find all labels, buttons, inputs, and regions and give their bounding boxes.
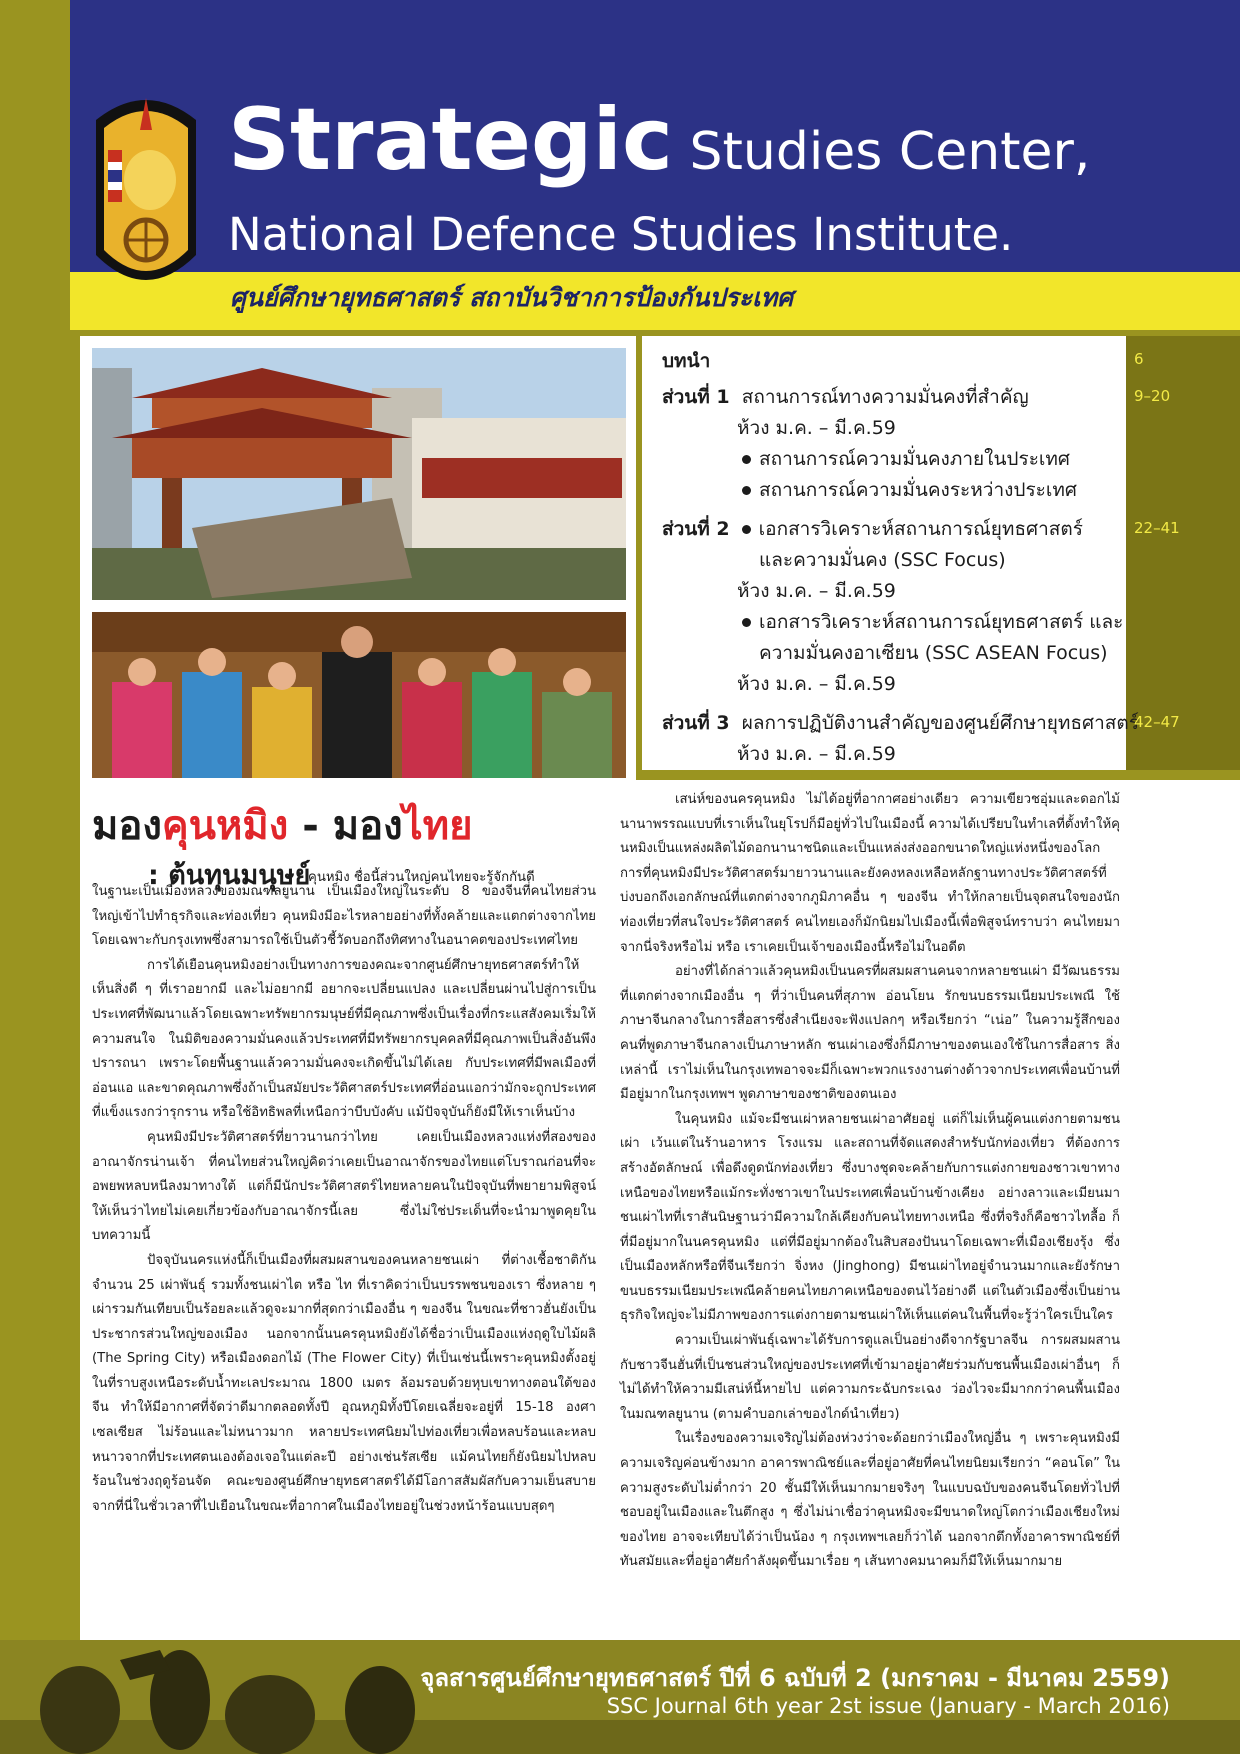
paragraph: คุนหมิงมีประวัติศาสตร์ที่ยาวนานกว่าไทย เคยเป็นเมืองหลวงแห่งที่สองของอาณาจักรน่านเจ้า ที่คนไทยส่วนใหญ่คิดว่าเคยเป็นอาณาจักรของไทยแต่โบราณก่อนที่จะอพยพหลบหนีลงมาทางใต้ แต่ก็มีนักประวัติศาสตร์ไทยหลายคนในปัจจุบันที่พยายามพิสูจน์ให้เห็นว่าไทยไม่เคยเกี่ยวข้องกับอาณาจักรนี้เลย ซึ่งไม่ใช่ประเด็นที่จะนำมาพูดคุยในบทความนี้ [92, 1129, 596, 1244]
kunming-gate-photo [92, 348, 626, 600]
toc-part3-page: 42–47 [1134, 713, 1180, 731]
article-column-right [620, 788, 1120, 1575]
article-first-line: คุนหมิง ชื่อนี้ส่วนใหญ่คนไทยจะรู้จักกันดี [308, 870, 535, 885]
ethnic-performers-photo [92, 612, 626, 778]
toc-part2-item2-period: ห้วง ม.ค. – มี.ค.59 [737, 673, 896, 695]
article-subtitle: : ต้นทุนมนุษย์ [148, 860, 311, 891]
header-title-line1 [228, 90, 1090, 190]
header-title-rest: Studies Center, [689, 122, 1091, 182]
toc-part2-item1-line2: และความมั่นคง (SSC Focus) [759, 549, 1006, 571]
toc-part1-heading: ส่วนที่ 1 สถานการณ์ทางความมั่นคงที่สำคัญ [662, 386, 1029, 408]
footer-journal-english: SSC Journal 6th year 2st issue (January - March 2016) [606, 1694, 1170, 1718]
header-title-thai: ศูนย์ศึกษายุทธศาสตร์ สถาบันวิชาการป้องกันประเทศ [230, 283, 794, 312]
toc-part2-heading: ส่วนที่ 2 เอกสารวิเคราะห์สถานการณ์ยุทธศาสตร์ [662, 518, 1083, 540]
paragraph: ปัจจุบันนครแห่งนี้ก็เป็นเมืองที่ผสมผสานของคนหลายชนเผ่า ที่ต่างเชื้อชาติกันจำนวน 25 เผ่าพันธุ์ รวมทั้งชนเผ่าไต หรือ ไท ที่เราคิดว่าเป็นบรรพชนของเรา ซึ่งหลาย ๆ เผ่ารวมกันเทียบเป็นร้อยละแล้วดูจะมากที่สุดกว่าเมืองอื่น ๆ ของจีน ในขณะที่ชาวฮั่นยังเป็นประชากรส่วนใหญ่ของเมือง นอกจากนั้นนครคุนหมิงยังได้ชื่อว่าเป็นเมืองแห่งฤดูใบไม้ผลิ (The Spring City) หรือเมืองดอกไม้ (The Flower City) ที่เป็นเช่นนี้เพราะคุนหมิงตั้งอยู่ในที่ราบสูงเหนือระดับน้ำทะเลประมาณ 1800 เมตร ล้อมรอบด้วยหุบเขาทางตอนใต้ของจีน ทำให้มีอากาศที่จัดว่าดีมากตลอดทั้งปี อุณหภูมิทั้งปีโดยเฉลี่ยจะอยู่ที่ 15-18 องศาเซลเซียส ไม่ร้อนและไม่หนาวมาก หลายประเทศนิยมไปท่องเที่ยวเพื่อหลบร้อนและหลบหนาวจากที่ประเทศตนเองต้องเจอในแต่ละปี อย่างเช่นรัสเซีย แม้คนไทยก็ยังนิยมไปหลบร้อนในช่วงฤดูร้อนจัด คณะของศูนย์ศึกษายุทธศาสตร์ได้มีโอกาสสัมผัสกับความเย็นสบายจากที่นี่ในชั่วเวลาที่ไปเยือนในขณะที่อากาศในเมืองไทยอยู่ในช่วงหน้าร้อนแบบสุดๆ [92, 1252, 596, 1514]
header-title-line2: National Defence Studies Institute. [228, 208, 1014, 261]
toc-part2-item2: เอกสารวิเคราะห์สถานการณ์ยุทธศาสตร์ และ [742, 607, 1123, 637]
paragraph: ในฐานะเป็นเมืองหลวงของมณฑลยูนาน เป็นเมืองใหญ่ในระดับ 8 ของจีนที่คนไทยส่วนใหญ่เข้าไปทำธุรกิจและท่องเที่ยว คุนหมิงมีอะไรหลายอย่างที่ทั้งคล้ายและแตกต่างจากไทยโดยเฉพาะกับกรุงเทพซึ่งสามารถใช้เป็นตัวชี้วัดบอกถึงทิศทางในอนาคตของประเทศไทย [92, 884, 596, 949]
toc-intro-label: บทนำ [662, 350, 711, 372]
article-column-left [92, 880, 596, 1519]
toc-part2-item1-period: ห้วง ม.ค. – มี.ค.59 [737, 580, 896, 602]
toc-part1-item: สถานการณ์ความมั่นคงภายในประเทศ [742, 444, 1070, 474]
article-title: มองคุนหมิง - มองไทย [92, 803, 473, 849]
toc-intro-page: 6 [1134, 350, 1144, 368]
header-title-big: Strategic [228, 90, 673, 190]
paragraph: การได้เยือนคุนหมิงอย่างเป็นทางการของคณะจากศูนย์ศึกษายุทธศาสตร์ทำให้เห็นสิ่งดี ๆ ที่เราอยากมี และไม่อยากมี อยากจะเปลี่ยนแปลง และเปลี่ยนผ่านไปสู่การเป็นประเทศที่พัฒนาแล้วโดยเฉพาะทรัพยากรมนุษย์ที่มีคุณภาพซึ่งเป็นเรื่องที่กระแสสังคมเริ่มให้ความสนใจ ในมิติของความมั่นคงแล้วประเทศที่มีทรัพยากรบุคคลที่มีคุณภาพเป็นสิ่งอันพึงปรารถนา เพราะโดยพื้นฐานแล้วความมั่นคงจะเกิดขึ้นไม่ได้เลย กับประเทศที่มีพลเมืองที่อ่อนแอ และขาดคุณภาพซึ่งถ้าเป็นสมัยประวัติศาสตร์ประเทศที่อ่อนแอกว่ามักจะถูกประเทศที่แข็งแรงกว่ารุกราน หรือใช้อิทธิพลที่เหนือกว่าบีบบังคับ แม้ปัจจุบันก็ยังมีให้เราเห็นบ้าง [92, 957, 596, 1121]
toc-part1-item: สถานการณ์ความมั่นคงระหว่างประเทศ [742, 475, 1077, 505]
paragraph: อย่างที่ได้กล่าวแล้วคุนหมิงเป็นนครที่ผสมผสานคนจากหลายชนเผ่า มีวัฒนธรรมที่แตกต่างจากเมืองอื่น ๆ ที่ว่าเป็นคนที่สุภาพ อ่อนโยน รักขนบธรรมเนียมประเพณี ใช้ภาษาจีนกลางในการสื่อสารซึ่งสำเนียงจะฟังแปลกๆ หรือเรียกว่า “เน่อ” ในความรู้สึกของคนที่พูดภาษาจีนกลางเป็นภาษาหลัก ชนเผ่าเองซึ่งก็มีภาษาของตนเองใช้ในการสื่อสาร สิ่งเหล่านี้ เราไม่เห็นในกรุงเทพอาจจะมีก็เฉพาะพวกแรงงานต่างด้าวจากประเทศเพื่อนบ้านที่มีอยู่มากในกรุงเทพฯ พูดภาษาของชาติของตนเอง [620, 964, 1120, 1103]
toc-part3-heading: ส่วนที่ 3 ผลการปฏิบัติงานสำคัญของศูนย์ศึกษายุทธศาสตร์ [662, 712, 1139, 734]
toc-part1-period: ห้วง ม.ค. – มี.ค.59 [737, 417, 896, 439]
paragraph: ความเป็นเผ่าพันธุ์เฉพาะได้รับการดูแลเป็นอย่างดีจากรัฐบาลจีน การผสมผสานกับชาวจีนฮั่นที่เป็นชนส่วนใหญ่ของประเทศที่เข้ามาอยู่อาศัยร่วมกับชนพื้นเมืองเผ่าอื่นๆ ก็ไม่ได้ทำให้ความมีเสน่ห์นี้หายไป แต่ความกระฉับกระเฉง ว่องไวจะมีมากกว่าคนพื้นเมืองในมณฑลยูนาน (ตามคำบอกเล่าของไกด์นำเที่ยว) [620, 1333, 1120, 1422]
toc-part2-item2-line2: ความมั่นคงอาเซียน (SSC ASEAN Focus) [759, 642, 1108, 664]
paragraph: ในเรื่องของความเจริญไม่ต้องห่วงว่าจะด้อยกว่าเมืองใหญ่อื่น ๆ เพราะคุนหมิงมีความเจริญค่อนข้างมาก อาคารพาณิชย์และที่อยู่อาศัยที่คนไทยนิยมเรียกว่า “คอนโด” ในความสูงระดับไม่ต่ำกว่า 20 ชั้นมีให้เห็นมากมายจริงๆ ในแบบฉบับของคนจีนโดยทั่วไปที่ชอบอยู่ในเมืองและในตึกสูง ๆ ซึ่งไม่น่าเชื่อว่าคุนหมิงจะมีขนาดใหญ่โตกว่าเมืองเชียงใหม่ของไทย อาจจะเทียบได้ว่าเป็นน้อง ๆ กรุงเทพฯเลยก็ว่าได้ นอกจากตึกทั้งอาคารพาณิชย์ที่ทันสมัยและที่อยู่อาศัยกำลังผุดขึ้นมาเรื่อย ๆ เส้นทางคมนาคมก็มีให้เห็นมากมาย [620, 1431, 1120, 1570]
toc-part1-page: 9–20 [1134, 387, 1171, 405]
emblem-logo [86, 80, 206, 310]
paragraph: ในคุนหมิง แม้จะมีชนเผ่าหลายชนเผ่าอาศัยอยู่ แต่ก็ไม่เห็นผู้คนแต่งกายตามชนเผ่า เว้นแต่ในร้านอาหาร โรงแรม และสถานที่จัดแสดงสำหรับนักท่องเที่ยว ที่ต้องการสร้างอัตลักษณ์ เพื่อดึงดูดนักท่องเที่ยว ซึ่งบางชุดจะคล้ายกับการแต่งกายของชาวเขาทางเหนือของไทยหรือแม้กระทั่งชาวเขาในประเทศเพื่อนบ้านข้างเคียง อย่างลาวและเมียนมา ชนเผ่าไทที่เราสันนิษฐานว่ามีความใกล้เคียงกับคนไทยทางเหนือ ซึ่งที่จริงก็คือชาวไทลื้อ ก็ที่มีอยู่มากในนครคุนหมิง แต่ที่มีอยู่มากต้องในสิบสองปันนาโดยเฉพาะที่เมืองเชียงรุ้ง ซึ่งเป็นเมืองหลักหรือที่จีนเรียกว่า จิ่งหง (Jinghong) มีชนเผ่าไทอยู่จำนวนมากและยังรักษาขนบธรรมเนียมประเพณีคล้ายคนไทยภาคเหนือของตนไว้อย่างดี แต่ในตัวเมืองซึ่งเป็นย่านธุรกิจใหญ่จะไม่มีภาพของการแต่งกายตามชนเผ่าให้เห็นแต่คนในพื้นที่จะรู้ว่าใครเป็นใคร [620, 1111, 1120, 1324]
footer-journal-thai: จุลสารศูนย์ศึกษายุทธศาสตร์ ปีที่ 6 ฉบับที่ 2 (มกราคม - มีนาคม 2559) [420, 1664, 1170, 1692]
toc-part2-page: 22–41 [1134, 519, 1180, 537]
paragraph: เสน่ห์ของนครคุนหมิง ไม่ได้อยู่ที่อากาศอย่างเดียว ความเขียวชอุ่มและดอกไม้นานาพรรณแบบที่เราเห็นในยุโรปก็มีอยู่ทั่วไปในเมืองนี้ ความได้เปรียบในทำเลที่ตั้งทำให้คุนหมิงเป็นแหล่งผลิตไม้ดอกนานาชนิดและเป็นแหล่งส่งออกขนาดใหญ่แห่งหนึ่งของโลก การที่คุนหมิงมีประวัติศาสตร์มายาวนานและยังคงหลงเหลือหลักฐานทางประวัติศาสตร์ที่บ่งบอกถึงเอกลักษณ์ที่แตกต่างจากภูมิภาคอื่น ๆ ของจีน ทำให้กลายเป็นจุดสนใจของนักท่องเที่ยวที่สนใจประวัติศาสตร์ คนไทยเองก็มักนิยมไปเมืองนี้เพื่อพิสูจน์ทราบว่า คนไทยมาจากนี่จริงหรือไม่ หรือ เราเคยเป็นเจ้าของเมืองนี้หรือไม่ในอดีต [620, 792, 1120, 955]
toc-part3-period: ห้วง ม.ค. – มี.ค.59 [737, 743, 896, 765]
